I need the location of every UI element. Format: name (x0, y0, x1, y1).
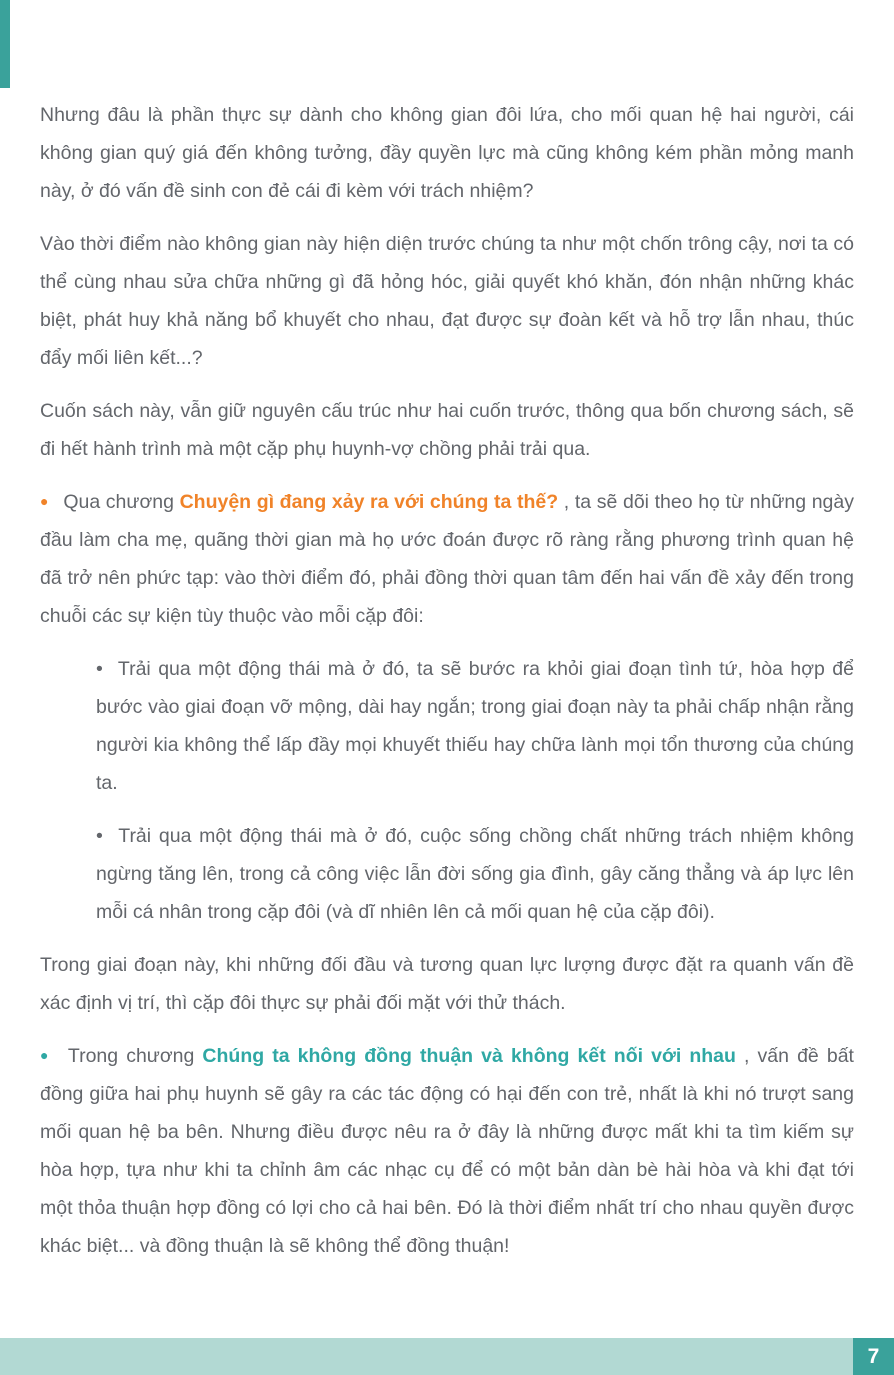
paragraph-text: Qua chương (63, 491, 180, 514)
chapter-title-teal: Chúng ta không đồng thuận và không kết nối với nhau (202, 1045, 736, 1068)
bullet-icon: ● (40, 1047, 52, 1064)
chapter-title-orange: Chuyện gì đang xảy ra với chúng ta thế? (179, 491, 559, 514)
paragraph-chapter-1 (40, 483, 854, 635)
paragraph-text: , ta sẽ dõi theo họ từ những ngày đầu làm cha mẹ, quãng thời gian mà họ ước đoán được rõ ràng rằng phương trình quan hệ đã trở nên phức tạp: vào thời điểm đó, phải đồng thời quan tâm đến hai vấn đề xảy đến trong chuỗi các sự kiện tùy thuộc vào mỗi cặp đôi: (40, 491, 854, 628)
page-number-box (853, 1338, 894, 1375)
sub-bullet-1 (96, 650, 854, 802)
bullet-icon: ● (40, 493, 49, 510)
footer-band (0, 1338, 894, 1375)
paragraph-text: Vào thời điểm nào không gian này hiện diện trước chúng ta như một chốn trông cậy, nơi ta có thể cùng nhau sửa chữa những gì đã hỏng hóc, giải quyết khó khăn, đón nhận những khác biệt, phát huy khả năng bổ khuyết cho nhau, đạt được sự đoàn kết và hỗ trợ lẫn nhau, thúc đẩy mối liên kết...? (40, 233, 854, 370)
bullet-icon: • (96, 658, 103, 681)
paragraph-text: , vấn đề bất đồng giữa hai phụ huynh sẽ gây ra các tác động có hại đến con trẻ, nhất là khi nó trượt sang mối quan hệ ba bên. Nhưng điều được nêu ra ở đây là những được mất khi ta tìm kiếm sự hòa hợp, tựa như khi ta chỉnh âm các nhạc cụ để có một bản dàn bè hài hòa và khi đạt tới một thỏa thuận hợp đồng có lợi cho cả hai bên. Đó là thời điểm nhất trí cho nhau quyền được khác biệt... và đồng thuận là sẽ không thể đồng thuận! (40, 1045, 854, 1258)
page-content (40, 96, 854, 1280)
bullet-icon: • (96, 825, 103, 848)
paragraph-text: Trong giai đoạn này, khi những đối đầu và tương quan lực lượng được đặt ra quanh vấn đề xác định vị trí, thì cặp đôi thực sự phải đối mặt với thử thách. (40, 954, 854, 1015)
paragraph-text: Trải qua một động thái mà ở đó, cuộc sống chồng chất những trách nhiệm không ngừng tăng lên, trong cả công việc lẫn đời sống gia đình, gây căng thẳng và áp lực lên mỗi cá nhân trong cặp đôi (và dĩ nhiên lên cả mối quan hệ của cặp đôi). (96, 825, 854, 924)
paragraph-challenge (40, 946, 854, 1022)
paragraph-text: Nhưng đâu là phần thực sự dành cho không gian đôi lứa, cho mối quan hệ hai người, cái không gian quý giá đến không tưởng, đầy quyền lực mà cũng không kém phần mỏng manh này, ở đó vấn đề sinh con đẻ cái đi kèm với trách nhiệm? (40, 104, 854, 203)
paragraph-text: Trong chương (67, 1045, 203, 1068)
paragraph-chapter-2 (40, 1037, 854, 1265)
paragraph-book-structure (40, 392, 854, 468)
paragraph-refuge-space (40, 225, 854, 377)
paragraph-intro-couple-space (40, 96, 854, 210)
sub-bullet-2 (96, 817, 854, 931)
paragraph-text: Cuốn sách này, vẫn giữ nguyên cấu trúc như hai cuốn trước, thông qua bốn chương sách, sẽ đi hết hành trình mà một cặp phụ huynh-vợ chồng phải trải qua. (40, 400, 854, 461)
paragraph-text: Trải qua một động thái mà ở đó, ta sẽ bước ra khỏi giai đoạn tình tứ, hòa hợp để bước vào giai đoạn vỡ mộng, dài hay ngắn; trong giai đoạn này ta phải chấp nhận rằng người kia không thể lấp đầy mọi khuyết thiếu hay chữa lành mọi tổn thương của chúng ta. (96, 658, 854, 795)
page-number: 7 (867, 1344, 880, 1368)
top-left-accent-bar (0, 0, 10, 88)
